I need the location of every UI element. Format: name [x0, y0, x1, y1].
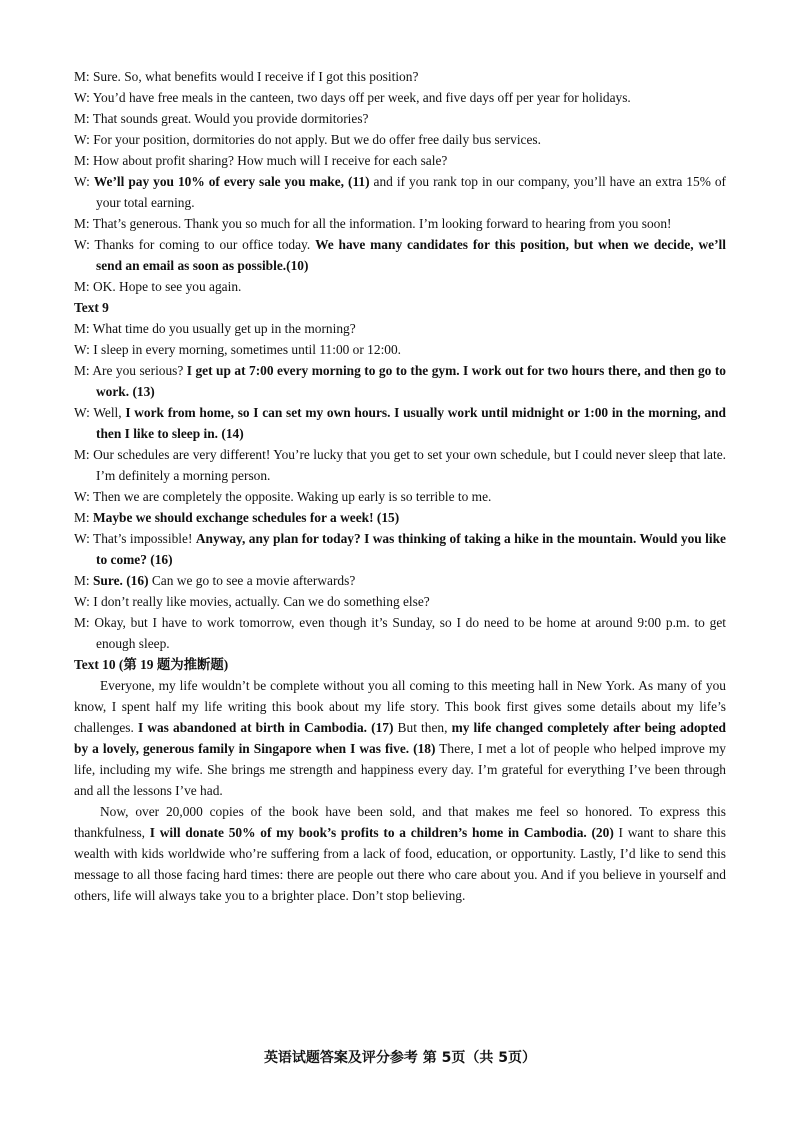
- text-run: Everyone, my life wouldn’t be complete without you all coming to this meeting hall in New York. As many of you know, I spent half my life writing this book about my life story. This book first gives some details about my life’s challenges.: [74, 678, 726, 735]
- text-run: What time do you usually get up in the morning?: [92, 321, 356, 336]
- speaker-label: M:: [74, 69, 93, 84]
- text-run: But then,: [393, 720, 452, 735]
- answer-highlight: I work from home, so I can set my own hours. I usually work until midnight or 1:00 in the morning, and then I like to sleep in. (14): [96, 405, 726, 441]
- speaker-label: M:: [74, 573, 93, 588]
- answer-highlight: Sure. (16): [92, 573, 149, 588]
- speaker-label: W:: [74, 90, 93, 105]
- text-run: I sleep in every morning, sometimes until 11:00 or 12:00.: [93, 342, 402, 357]
- speaker-label: M:: [74, 615, 95, 630]
- paragraph: [74, 801, 726, 906]
- dialogue-line: [74, 234, 726, 276]
- speaker-label: W:: [74, 342, 94, 357]
- speaker-label: W:: [74, 132, 94, 147]
- dialogue-line: [74, 528, 726, 570]
- text-run: Are you serious?: [92, 363, 187, 378]
- text-run: I don’t really like movies, actually. Can we do something else?: [93, 594, 430, 609]
- dialogue-line: [74, 507, 726, 528]
- speaker-label: M:: [74, 447, 94, 462]
- text-run: I want to share this wealth with kids worldwide who’re suffering from a lack of food, education, or opportunity. Lastly, I’d like to send this message to all those facing hard times: there are people out there who care about you. And if you believe in yourself and others, life will always take you to a brighter place. Don’t stop believing.: [74, 825, 726, 903]
- text-run: For your position, dormitories do not apply. But we do offer free daily bus services.: [93, 132, 541, 147]
- text-run: Then we are completely the opposite. Waking up early is so terrible to me.: [92, 489, 492, 504]
- text9-heading: Text 9: [74, 300, 109, 315]
- dialogue-line: [74, 612, 726, 654]
- speaker-label: W:: [74, 237, 95, 252]
- text-run: Well,: [93, 405, 126, 420]
- dialogue-line: [74, 171, 726, 213]
- answer-highlight: Maybe we should exchange schedules for a week! (15): [92, 510, 400, 525]
- speaker-label: W:: [74, 405, 94, 420]
- monologue-text10: [74, 675, 726, 906]
- text-run: and if you rank top in our company, you’ll have an extra 15% of your total earning.: [96, 174, 726, 210]
- document-body: [74, 66, 726, 906]
- speaker-label: W:: [74, 174, 94, 189]
- text-run: OK. Hope to see you again.: [92, 279, 242, 294]
- answer-highlight: I get up at 7:00 every morning to go to the gym. I work out for two hours there, and then go to work. (13): [96, 363, 726, 399]
- text-run: Sure. So, what benefits would I receive if I got this position?: [92, 69, 419, 84]
- text10-heading: Text 10 (第 19 题为推断题): [74, 657, 229, 672]
- speaker-label: M:: [74, 153, 93, 168]
- answer-highlight: We’ll pay you 10% of every sale you make, (11): [93, 174, 370, 189]
- speaker-label: M:: [74, 321, 93, 336]
- dialogue-text8-continued: [74, 66, 726, 297]
- speaker-label: M:: [74, 510, 93, 525]
- text-run: There, I met a lot of people who helped improve my life, including my wife. She brings me strength and happiness every day. I’m grateful for everything I’ve been through and all the lessons I’ve had.: [74, 741, 726, 798]
- page-footer: 英语试题答案及评分参考 第 5页（共 5页）: [263, 1050, 537, 1066]
- speaker-label: W:: [74, 594, 94, 609]
- text-run: You’d have free meals in the canteen, two days off per week, and five days off per year for holidays.: [92, 90, 631, 105]
- dialogue-line: [74, 276, 726, 297]
- text-run: Our schedules are very different! You’re lucky that you get to set your own schedule, but I could never sleep that late. I’m definitely a morning person.: [93, 447, 726, 483]
- speaker-label: W:: [74, 531, 94, 546]
- dialogue-line: [74, 339, 726, 360]
- dialogue-line: [74, 87, 726, 108]
- text-run: Can we go to see a movie afterwards?: [148, 573, 356, 588]
- dialogue-line: [74, 213, 726, 234]
- text-run: Okay, but I have to work tomorrow, even though it’s Sunday, so I do need to be home at around 9:00 p.m. to get enough sleep.: [94, 615, 726, 651]
- dialogue-line: [74, 129, 726, 150]
- text-run: How about profit sharing? How much will I receive for each sale?: [92, 153, 448, 168]
- answer-highlight: Anyway, any plan for today? I was thinking of taking a hike in the mountain. Would you like to come? (16): [96, 531, 727, 567]
- answer-highlight: I was abandoned at birth in Cambodia. (17): [137, 720, 394, 735]
- speaker-label: M:: [74, 111, 93, 126]
- text-run: Now, over 20,000 copies of the book have been sold, and that makes me feel so honored. To express this thankfulness,: [74, 804, 726, 840]
- dialogue-line: [74, 570, 726, 591]
- dialogue-line: [74, 66, 726, 87]
- speaker-label: M:: [74, 216, 93, 231]
- dialogue-line: [74, 486, 726, 507]
- speaker-label: M:: [74, 363, 93, 378]
- dialogue-line: [74, 591, 726, 612]
- dialogue-line: [74, 402, 726, 444]
- dialogue-line: [74, 318, 726, 339]
- speaker-label: M:: [74, 279, 93, 294]
- paragraph: [74, 675, 726, 801]
- dialogue-line: [74, 360, 726, 402]
- answer-highlight: I will donate 50% of my book’s profits to a children’s home in Cambodia. (20): [149, 825, 614, 840]
- answer-highlight: my life changed completely after being adopted by a lovely, generous family in Singapore when I was five. (18): [74, 720, 726, 756]
- dialogue-line: [74, 444, 726, 486]
- text-run: That’s generous. Thank you so much for all the information. I’m looking forward to hearing from you soon!: [92, 216, 672, 231]
- speaker-label: W:: [74, 489, 93, 504]
- dialogue-text9: [74, 318, 726, 654]
- text-run: Thanks for coming to our office today.: [94, 237, 316, 252]
- dialogue-line: [74, 150, 726, 171]
- text-run: That’s impossible!: [93, 531, 196, 546]
- text-run: That sounds great. Would you provide dormitories?: [92, 111, 369, 126]
- dialogue-line: [74, 108, 726, 129]
- answer-highlight: We have many candidates for this position, but when we decide, we’ll send an email as soon as possible.(10): [96, 237, 726, 273]
